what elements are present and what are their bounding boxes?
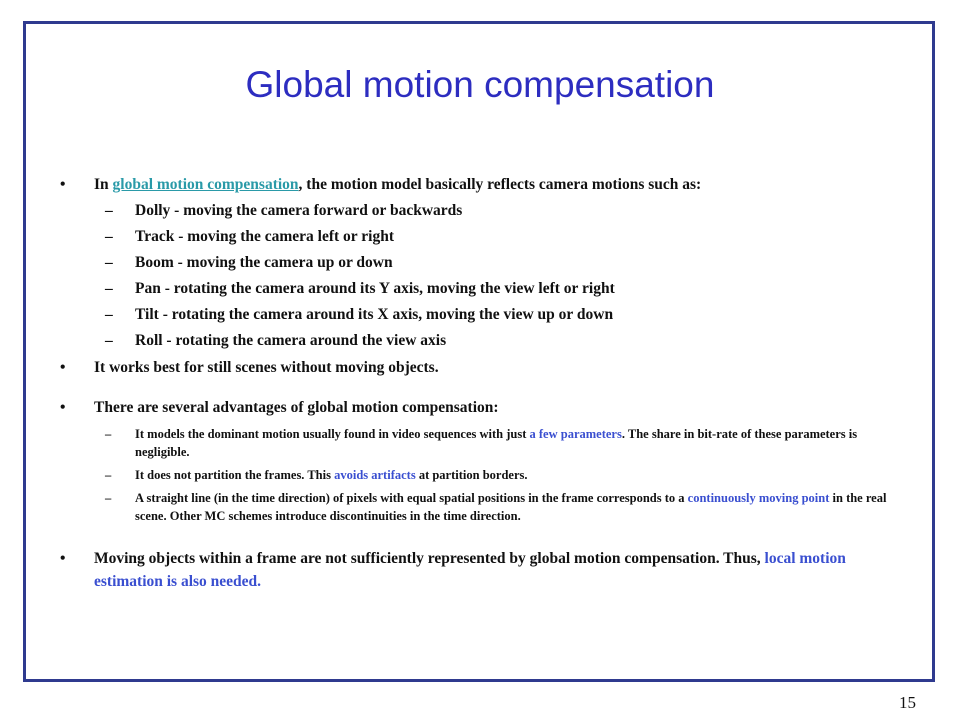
bullet-advantages (60, 398, 910, 418)
dash: – (105, 427, 112, 441)
sub-item-few-parameters (60, 425, 910, 461)
dash: – (105, 332, 113, 349)
sub-item-text: Track - moving the camera left or right (135, 228, 394, 245)
page-number: 15 (899, 693, 916, 712)
dash: – (105, 202, 113, 219)
sub-item-text: Dolly - moving the camera forward or backwards (135, 202, 463, 219)
sub-item-no-partition (60, 466, 910, 484)
bullet-still-scenes (60, 358, 910, 378)
highlight-continuously-moving-point: continuously moving point (687, 491, 830, 505)
sub-item-straight-line (60, 489, 910, 525)
bullet-dot: • (60, 176, 66, 193)
sub-item-tilt (60, 305, 910, 325)
sub-item-text: . The share in bit-rate of these parameters is negligible. (135, 427, 858, 459)
dash: – (105, 254, 113, 271)
sub-item-pan (60, 279, 910, 299)
sub-item-text: A straight line (in the time direction) of pixels with equal spatial positions in the frame corresponds to a (135, 491, 688, 505)
slide-title: Global motion compensation (245, 64, 715, 105)
bullet-text: Moving objects within a frame are not sufficiently represented by global motion compensation. Thus, (94, 550, 765, 567)
bullet-dot: • (60, 399, 66, 416)
sub-item-text: It models the dominant motion usually found in video sequences with just (135, 427, 530, 441)
sub-item-dolly (60, 201, 910, 221)
dash: – (105, 306, 113, 323)
sub-item-roll (60, 331, 910, 351)
highlight-avoids-artifacts: avoids artifacts (334, 468, 416, 482)
bullet-text-suffix: , the motion model basically reflects camera motions such as: (298, 176, 702, 193)
bullet-text: It works best for still scenes without moving objects. (94, 359, 439, 376)
highlight-local-motion: local motion estimation is also needed. (94, 550, 846, 590)
sub-item-text: Roll - rotating the camera around the view axis (135, 332, 447, 349)
slide-content (60, 175, 910, 593)
sub-item-text: It does not partition the frames. This (135, 468, 335, 482)
bullet-camera-motions (60, 175, 910, 195)
dash: – (105, 491, 112, 505)
sub-item-text: Pan - rotating the camera around its Y axis, moving the view left or right (135, 280, 615, 297)
bullet-dot: • (60, 550, 66, 567)
sub-item-text: Boom - moving the camera up or down (135, 254, 393, 271)
dash: – (105, 468, 112, 482)
sub-item-boom (60, 253, 910, 273)
bullet-text-prefix: In (94, 176, 113, 193)
bullet-moving-objects (60, 547, 910, 593)
dash: – (105, 228, 113, 245)
bullet-text: There are several advantages of global motion compensation: (94, 399, 499, 416)
sub-item-text: in the real scene. Other MC schemes introduce discontinuities in the time direction. (135, 491, 887, 523)
sub-item-text: at partition borders. (415, 468, 528, 482)
dash: – (105, 280, 113, 297)
sub-item-track (60, 227, 910, 247)
bullet-dot: • (60, 359, 66, 376)
sub-item-text: Tilt - rotating the camera around its X axis, moving the view up or down (135, 306, 614, 323)
highlight-few-parameters: a few parameters (529, 427, 622, 441)
global-motion-compensation-link[interactable]: global motion compensation (112, 176, 299, 193)
